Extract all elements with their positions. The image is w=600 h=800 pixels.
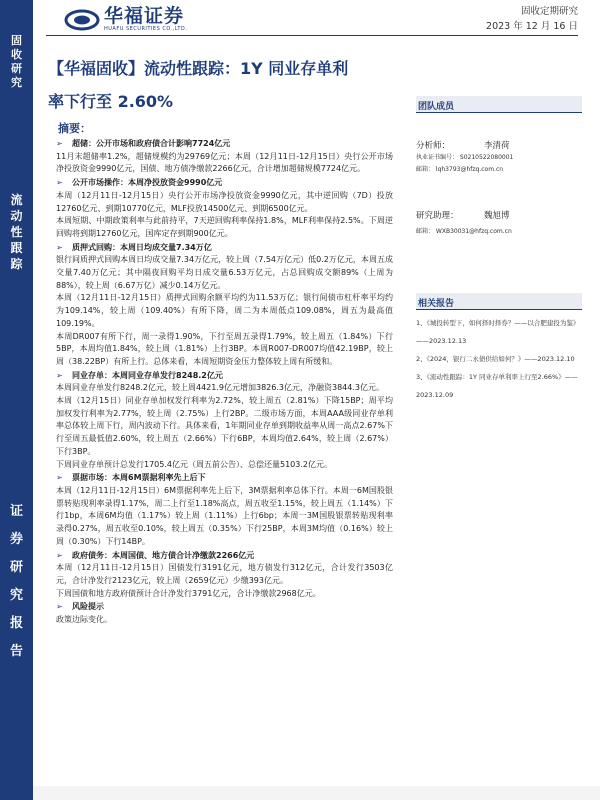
arrow-bullet-icon: ➢ [56, 178, 63, 188]
sections-container [56, 138, 393, 627]
section-paragraph: 本周（12月15日）同业存单加权发行利率为2.72%，较上周五（2.81%）下降15BP；周平均加权发行利率为2.77%，较上周（2.75%）上行2BP。二级市场方面，本周AAA级同业存单利率总体较上周下行，周内波动下行。具体来看，1年期同业存单到期收益率从周一高点2.67%下行至周五最低值2.60%，较上周五（2.66%）下行6BP，本周均值2.64%，较上周（2.67%）下行3BP。 [56, 396, 393, 456]
section-heading [56, 138, 393, 151]
sidebar-top-label: 固 收 研 究 [11, 34, 22, 89]
section-paragraph: 11月末超储率1.2%，超储规模约为29769亿元；本周（12月11日-12月15日）央行公开市场净投放资金9990亿元，国债、地方债净缴款2266亿元，合计增加超储规模7724亿元。 [56, 151, 393, 174]
section-heading-text: 超储：公开市场和政府债合计影响7724亿元 [72, 139, 231, 148]
report-title: 【华福固收】流动性跟踪：1Y 同业存单利 率下行至 2.60% [48, 59, 349, 111]
analyst-cert: 执业证书编号： S0210522080001 [416, 154, 514, 161]
assistant-email[interactable]: 邮箱： WXB30031@hfzq.com.cn [416, 228, 512, 235]
sidebar-bottom-label: 证 券 研 究 报 告 [9, 504, 23, 659]
arrow-bullet-icon: ➢ [56, 370, 63, 380]
section-paragraph: 本周同业存单发行8248.2亿元，较上周4421.9亿元增加3826.3亿元，净融资3844.3亿元。 [56, 383, 384, 393]
section-heading [56, 177, 393, 190]
section-paragraph: 本周DR007有所下行，周一录得1.90%，下行至周五录得1.79%，较上周五（1.84%）下行5BP，本周均值1.84%，较上周（1.81%）上行3BP。本周R007-DR007均值42.19BP，较上周（38.22BP）有所上行。总体来看，本周短期资金压力整体较上周有所缓和。 [56, 331, 393, 366]
analyst-email[interactable]: 邮箱： lqh3793@hfzq.com.cn [416, 166, 504, 173]
section-heading-text: 同业存单：本周同业存单发行8248.2亿元 [72, 370, 223, 380]
right-column [416, 96, 582, 404]
section-paragraph: 下周国债和地方政府债预计合计净发行3791亿元，合计净缴款2968亿元。 [56, 588, 321, 598]
section-heading-text: 票据市场：本周6M票据利率先上后下 [72, 473, 206, 483]
related-reports-list [416, 314, 582, 404]
section-heading [56, 472, 393, 485]
section-heading-text: 公开市场操作：本周净投放资金9990亿元 [72, 178, 223, 188]
section-heading [56, 370, 393, 383]
assistant-label: 研究助理： [416, 211, 459, 221]
page-bottom-fade [33, 786, 600, 800]
report-date: 2023 年 12 月 16 日 [486, 21, 578, 32]
section-paragraph: 本周（12月11日-12月15日）国债发行3191亿元，地方债发行312亿元，合计发行3503亿元，合计净发行2123亿元，较上周（2659亿元）少缴393亿元。 [56, 563, 393, 585]
report-category: 固收定期研究 [520, 6, 578, 17]
arrow-bullet-icon: ➢ [56, 242, 63, 252]
section-paragraph: 本周（12月11日-12月15日）质押式回购余额平均约为11.53万亿；银行间债市杠杆率平均约为109.14%，较上周（109.40%）有所下降，周二为本周低点109.08%，周五为最高值109.19%。 [56, 293, 393, 328]
section-heading [56, 601, 393, 614]
section-paragraph: 本周（12月11日-12月15日）6M票据利率先上后下，3M票据利率总体下行。本周一6M国股银票转贴现利率录得1.17%，周二上行至1.18%高点，周五收至1.15%，较上周五（1.14%）下行1bp，本周6M均值（1.17%）较上周（1.11%）上行6bp；本周一3M国股银票转贴现利率录得0.27%，周五收至0.10%，较上周五（0.35%）下行25BP，本周3M均值（0.16%）较上周（0.30%）下行14BP。 [56, 485, 393, 546]
logo-english: HUAFU SECURITIES CO.,LTD. [104, 26, 188, 32]
section-heading-text: 风险提示 [72, 602, 104, 612]
header-divider [46, 35, 578, 36]
related-report-2[interactable]: 2、《2024，银行二永债供给如何？》——2023.12.10 [416, 355, 575, 363]
section-heading-text: 政府债务：本周国债、地方债合计净缴款2266亿元 [72, 550, 255, 560]
related-reports-bar: 相关报告 [416, 293, 582, 310]
section-heading-text: 质押式回购：本周日均成交量7.34万亿 [72, 242, 212, 252]
analyst-name: 李清荷 [484, 141, 510, 151]
section-paragraph: 政策边际变化。 [56, 615, 112, 625]
arrow-bullet-icon: ➢ [56, 550, 63, 560]
arrow-bullet-icon: ➢ [56, 473, 63, 483]
analyst-label: 分析师： [416, 141, 451, 151]
logo-swirl-icon [64, 9, 100, 31]
section-paragraph: 银行间质押式回购本周日均成交量7.34万亿元，较上周（7.54万亿元）低0.2万亿元，本周五成交量7.40万亿元；其中隔夜回购平均日成交量6.53万亿元，占总回购成交额89%（上周为88%），较上周（6.67万亿）减少0.14万亿元。 [56, 255, 393, 290]
section-paragraph: 本周（12月11日-12月15日）央行公开市场净投放资金9990亿元，其中逆回购（7D）投放12760亿元、到期10770亿元，MLF投放14500亿元、到期6500亿元。 [56, 190, 393, 213]
arrow-bullet-icon: ➢ [56, 602, 63, 612]
company-logo [64, 6, 187, 33]
header-meta [486, 4, 578, 34]
related-report-3[interactable]: 3、《流动性跟踪：1Y 同业存单利率上行至2.66%》——2023.12.09 [416, 373, 578, 399]
analyst-block [416, 139, 582, 175]
section-heading [56, 242, 393, 255]
abstract-body [56, 122, 393, 627]
section-paragraph: 本周短期、中期政策利率与此前持平，7天逆回购利率保持1.8%，MLF利率保持2.5%。下周逆回购将到期12760亿元，国库定存到期900亿元。 [56, 216, 393, 238]
sidebar-mid-label: 流 动 性 跟 踪 [10, 193, 23, 271]
left-sidebar [0, 0, 33, 800]
arrow-bullet-icon: ➢ [56, 139, 63, 148]
related-report-1[interactable]: 1、《城投转型下，如何择时择券？——以合肥建投为鉴》——2023.12.13 [416, 319, 580, 345]
assistant-name: 魏旭博 [484, 211, 510, 221]
section-heading [56, 550, 393, 563]
team-members-bar: 团队成员 [416, 96, 582, 113]
assistant-block [416, 209, 582, 237]
abstract-heading: 摘要： [58, 122, 91, 135]
logo-chinese: 华福证券 [104, 5, 185, 27]
section-paragraph: 下周同业存单预计总发行1705.4亿元（周五前公告）、总偿还量5103.2亿元。 [56, 459, 332, 469]
